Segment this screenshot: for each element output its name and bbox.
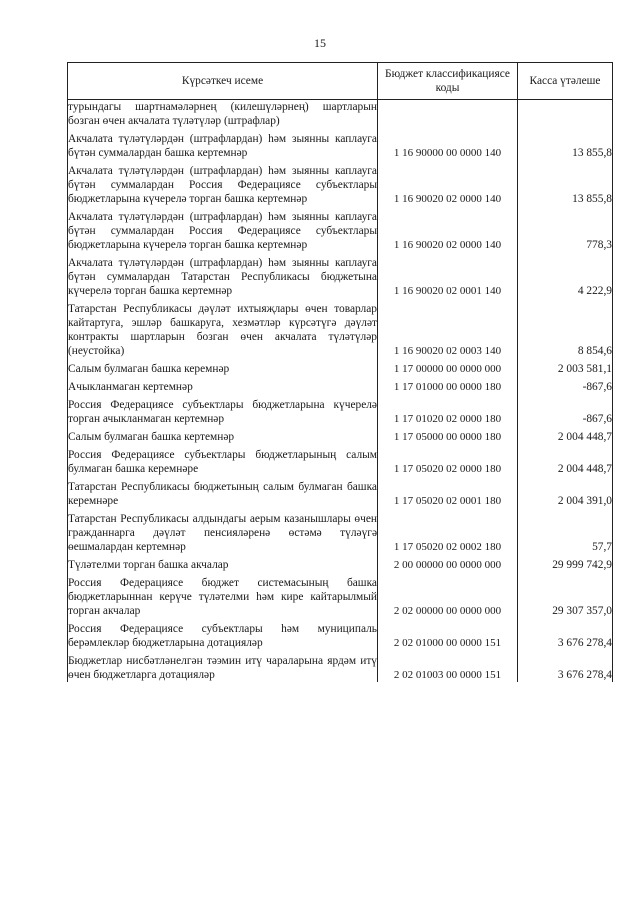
table-row	[68, 252, 613, 298]
row-sum: 57,7	[518, 508, 613, 554]
row-sum: 2 004 448,7	[518, 426, 613, 444]
row-name: Акчалата түләтүләрдән (штрафлардан) һәм зыянны каплауга бүтән суммалардан Татарстан Республикасы бюджетына күчерелә торган башка кертемнәр	[68, 252, 378, 298]
row-code: 1 16 90020 02 0003 140	[378, 298, 518, 358]
row-name: Татарстан Республикасы дәүләт ихтыяҗлары өчен товарлар кайтартуга, эшләр башкаруга, хезмәтләр күрсәтүгә дәүләт контракты шартларын бозган өчен акчалата түләтүләр (неустойка)	[68, 298, 378, 358]
table-row	[68, 358, 613, 376]
budget-table	[67, 62, 613, 682]
row-code	[378, 100, 518, 129]
row-name: Татарстан Республикасы алдындагы аерым казанышлары өчен гражданнарга дәүләт пенсияләренә өстәмә түләүгә өешмалардан кертемнәр	[68, 508, 378, 554]
row-code: 1 16 90020 02 0000 140	[378, 160, 518, 206]
row-sum: 778,3	[518, 206, 613, 252]
table-row	[68, 100, 613, 129]
table-row	[68, 476, 613, 508]
table-row	[68, 444, 613, 476]
row-sum: 2 003 581,1	[518, 358, 613, 376]
row-name: Бюджетлар нисбәтләнелгән тәэмин итү чараларына ярдәм итү өчен бюджетларга дотацияләр	[68, 650, 378, 682]
row-code: 1 17 05020 02 0001 180	[378, 476, 518, 508]
table-row	[68, 206, 613, 252]
row-name: Ачыкланмаган кертемнәр	[68, 376, 378, 394]
table-row	[68, 650, 613, 682]
header-classification-code: Бюджет классификациясе коды	[378, 63, 518, 100]
row-name: Акчалата түләтүләрдән (штрафлардан) һәм зыянны каплауга бүтән суммалардан башка кертемнәр	[68, 128, 378, 160]
row-sum: 4 222,9	[518, 252, 613, 298]
row-sum: 13 855,8	[518, 160, 613, 206]
row-sum: 2 004 391,0	[518, 476, 613, 508]
table-row	[68, 426, 613, 444]
table-row	[68, 554, 613, 572]
table-row	[68, 160, 613, 206]
header-indicator-name: Күрсәткеч исеме	[68, 63, 378, 100]
table-row	[68, 376, 613, 394]
row-code: 1 17 00000 00 0000 000	[378, 358, 518, 376]
row-name: Россия Федерациясе бюджет системасының башка бюджетларыннан керүче түләтелми һәм кире кайтарылмый торган акчалар	[68, 572, 378, 618]
table-row	[68, 572, 613, 618]
table-row	[68, 128, 613, 160]
row-name: турындагы шартнамәләрнең (килешүләрнең) шартларын бозган өчен акчалата түләтүләр (штрафлар)	[68, 101, 377, 127]
row-name: Салым булмаган башка керемнәр	[68, 358, 378, 376]
row-name: Россия Федерациясе субъектлары һәм муниципаль берәмлекләр бюджетларына дотацияләр	[68, 618, 378, 650]
row-sum: -867,6	[518, 376, 613, 394]
row-sum: -867,6	[518, 394, 613, 426]
row-code: 1 17 05020 02 0000 180	[378, 444, 518, 476]
row-sum: 13 855,8	[518, 128, 613, 160]
page-number: 15	[314, 36, 326, 50]
row-name: Түләтелми торган башка акчалар	[68, 554, 378, 572]
table-row	[68, 394, 613, 426]
row-sum: 8 854,6	[518, 298, 613, 358]
table-row	[68, 618, 613, 650]
row-code: 2 02 01000 00 0000 151	[378, 618, 518, 650]
row-code: 1 17 01000 00 0000 180	[378, 376, 518, 394]
row-code: 2 02 00000 00 0000 000	[378, 572, 518, 618]
row-sum: 29 999 742,9	[518, 554, 613, 572]
table-header-row	[68, 63, 613, 100]
table-row	[68, 298, 613, 358]
row-name: Акчалата түләтүләрдән (штрафлардан) һәм зыянны каплауга бүтән суммалардан Россия Федерациясе субъектлары бюджетларына күчерелә торган башка кертемнәр	[68, 160, 378, 206]
row-name: Акчалата түләтүләрдән (штрафлардан) һәм зыянны каплауга бүтән суммалардан Россия Федерациясе субъектлары бюджетларына күчерелә торган башка кертемнәр	[68, 206, 378, 252]
row-sum: 3 676 278,4	[518, 650, 613, 682]
row-sum: 29 307 357,0	[518, 572, 613, 618]
row-code: 1 16 90020 02 0000 140	[378, 206, 518, 252]
row-name: Россия Федерациясе субъектлары бюджетларына күчерелә торган ачыкланмаган кертемнәр	[68, 394, 378, 426]
row-code: 1 17 05020 02 0002 180	[378, 508, 518, 554]
row-code: 1 16 90020 02 0001 140	[378, 252, 518, 298]
row-code: 2 02 01003 00 0000 151	[378, 650, 518, 682]
row-code: 1 17 05000 00 0000 180	[378, 426, 518, 444]
row-name: Россия Федерациясе субъектлары бюджетларының салым булмаган башка керемнәре	[68, 444, 378, 476]
row-sum: 3 676 278,4	[518, 618, 613, 650]
row-name: Татарстан Республикасы бюджетының салым булмаган башка керемнәре	[68, 476, 378, 508]
row-code: 1 16 90000 00 0000 140	[378, 128, 518, 160]
row-name: Салым булмаган башка кертемнәр	[68, 426, 378, 444]
row-code: 1 17 01020 02 0000 180	[378, 394, 518, 426]
table-row	[68, 508, 613, 554]
header-cash-execution: Касса үтәлеше	[518, 63, 613, 100]
row-sum	[518, 100, 613, 129]
row-code: 2 00 00000 00 0000 000	[378, 554, 518, 572]
row-sum: 2 004 448,7	[518, 444, 613, 476]
